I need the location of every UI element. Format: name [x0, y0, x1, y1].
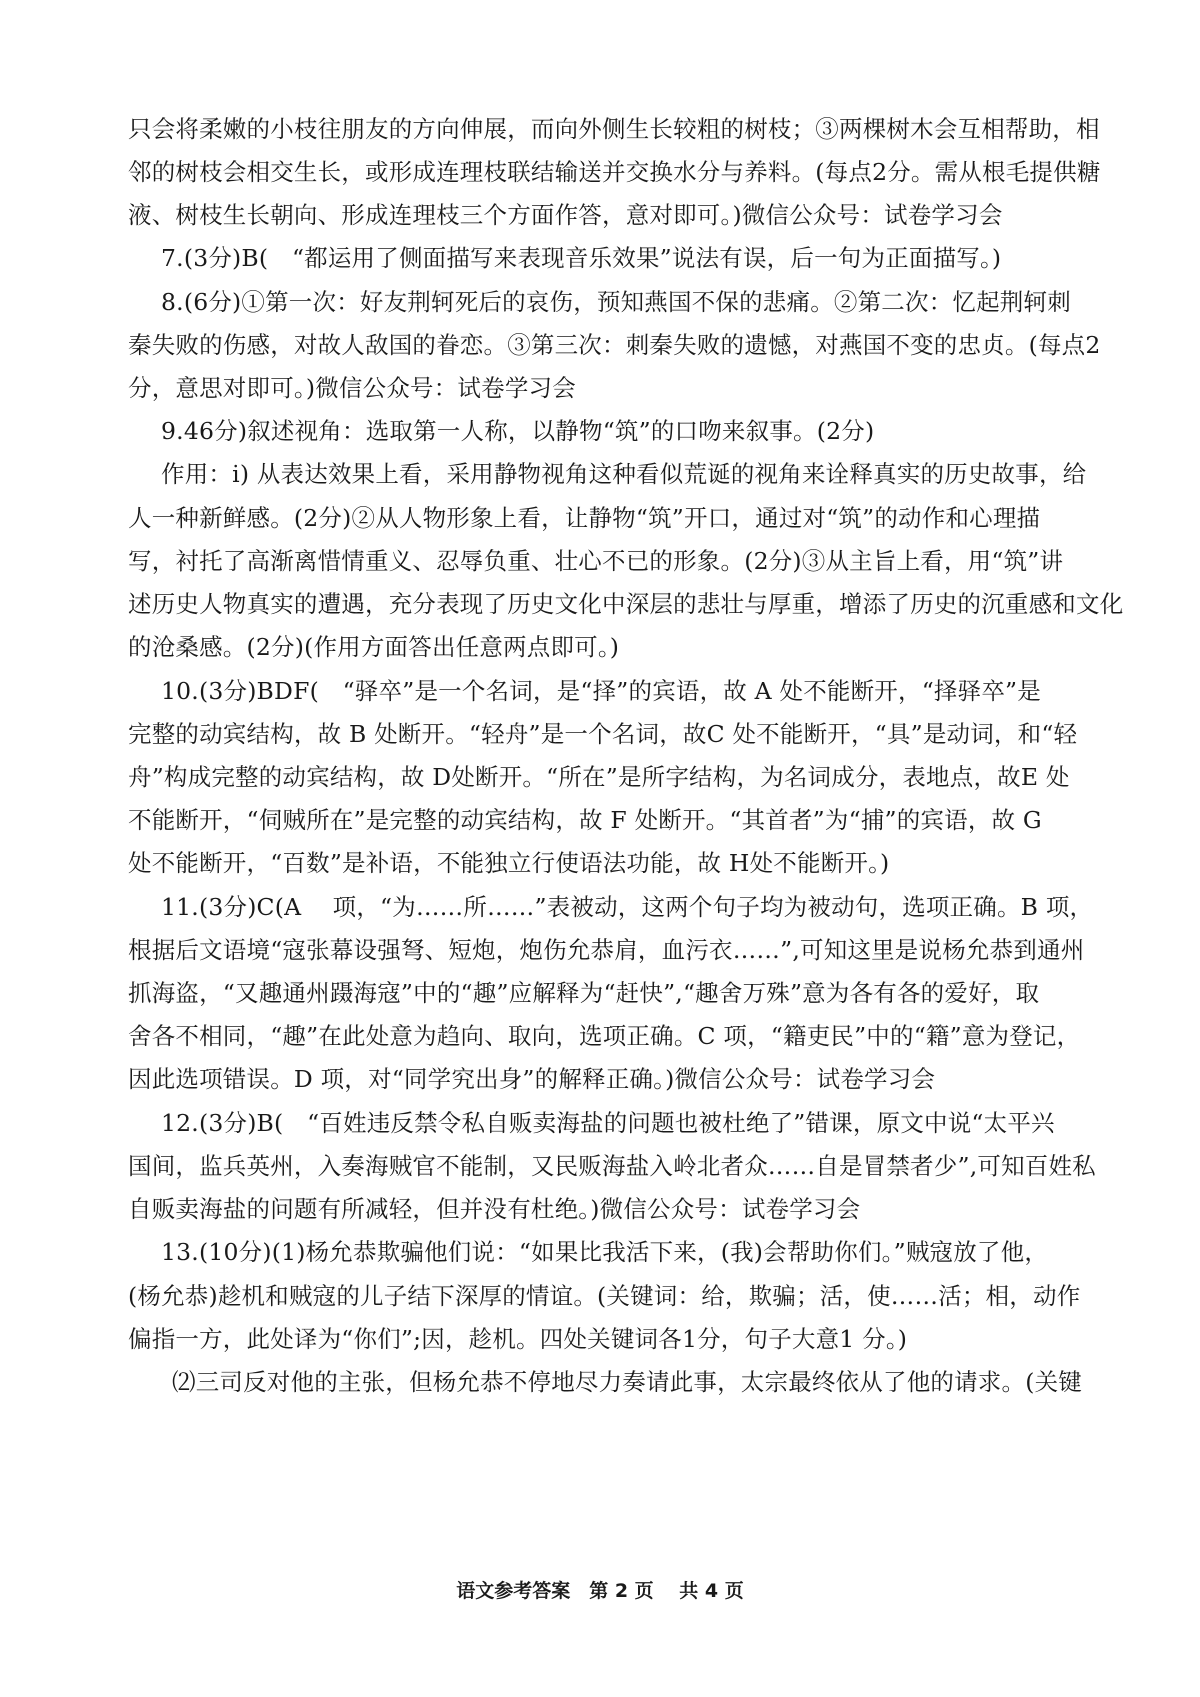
text-line: 偏指一方，此处译为“你们”;因，趁机。四处关键词各1分，句子大意1 分。)	[128, 1325, 908, 1353]
text-line: 邻的树枝会相交生长，或形成连理枝联结输送并交换水分与养料。(每点2分。需从根毛提供糖	[128, 158, 1101, 186]
text-line: 不能断开，“伺贼所在”是完整的动宾结构，故 F 处断开。“其首者”为“捕”的宾语，故 G	[128, 806, 1042, 834]
text-line: 舟”构成完整的动宾结构，故 D处断开。“所在”是所字结构，为名词成分，表地点，故E 处	[128, 763, 1070, 791]
text-line: 液、树枝生长朝向、形成连理枝三个方面作答，意对即可。)微信公众号：试卷学习会	[128, 201, 1003, 229]
text-line: 12.(3分)B( “百姓违反禁令私自贩卖海盐的问题也被杜绝了”错课，原文中说“太平兴	[161, 1109, 1055, 1137]
text-line: ⑵三司反对他的主张，但杨允恭不停地尽力奏请此事，太宗最终依从了他的请求。(关键	[172, 1368, 1082, 1396]
text-line: 抓海盗，“又趣通州蹑海寇”中的“趣”应解释为“赶快”,“趣舍万殊”意为各有各的爱好，取	[128, 979, 1040, 1007]
text-line: (杨允恭)趁机和贼寇的儿子结下深厚的情谊。(关键词：给，欺骗；活，使……活；相，动作	[128, 1282, 1081, 1310]
text-line: 国间，监兵英州，入奏海贼官不能制，又民贩海盐入岭北者众……自是冒禁者少”,可知百姓私	[128, 1152, 1096, 1180]
text-line: 秦失败的伤感，对故人敌国的眷恋。③第三次：刺秦失败的遗憾，对燕国不变的忠贞。(每点2	[128, 331, 1101, 359]
text-line: 人一种新鲜感。(2分)②从人物形象上看，让静物“筑”开口，通过对“筑”的动作和心理描	[128, 504, 1041, 532]
text-line: 11.(3分)C(A 项，“为……所……”表被动，这两个句子均为被动句，选项正确。B 项，	[161, 893, 1094, 921]
text-line: 完整的动宾结构，故 B 处断开。“轻舟”是一个名词，故C 处不能断开，“具”是动词，和“轻	[128, 720, 1078, 748]
text-line: 处不能断开，“百数”是补语，不能独立行使语法功能，故 H处不能断开。)	[128, 849, 890, 877]
text-line: 舍各不相同，“趣”在此处意为趋向、取向，选项正确。C 项，“籍吏民”中的“籍”意为登记，	[128, 1022, 1081, 1050]
text-line: 8.(6分)①第一次：好友荆轲死后的哀伤，预知燕国不保的悲痛。②第二次：忆起荆轲刺	[161, 288, 1071, 316]
text-line: 7.(3分)B( “都运用了侧面描写来表现音乐效果”说法有误，后一句为正面描写。)	[161, 244, 1002, 272]
text-line: 作用：i) 从表达效果上看，采用静物视角这种看似荒诞的视角来诠释真实的历史故事，给	[161, 460, 1087, 488]
page-footer: 语文参考答案 第 2 页 共 4 页	[456, 1580, 744, 1602]
text-line: 10.(3分)BDF( “驿卒”是一个名词，是“择”的宾语，故 A 处不能断开，“择驿卒”是	[161, 677, 1041, 705]
text-line: 9.46分)叙述视角：选取第一人称，以静物“筑”的口吻来叙事。(2分)	[161, 417, 875, 445]
text-line: 述历史人物真实的遭遇，充分表现了历史文化中深层的悲壮与厚重，增添了历史的沉重感和文化	[128, 590, 1124, 618]
text-line: 的沧桑感。(2分)(作用方面答出任意两点即可。)	[128, 633, 620, 661]
text-line: 只会将柔嫩的小枝往朋友的方向伸展，而向外侧生长较粗的树枝；③两棵树木会互相帮助，相	[128, 115, 1100, 143]
text-line: 根据后文语境“寇张幕设强弩、短炮，炮伤允恭肩，血污衣……”,可知这里是说杨允恭到通州	[128, 936, 1085, 964]
text-line: 自贩卖海盐的问题有所减轻，但并没有杜绝。)微信公众号：试卷学习会	[128, 1195, 861, 1223]
text-line: 13.(10分)(1)杨允恭欺骗他们说：“如果比我活下来，(我)会帮助你们。”贼寇放了他，	[161, 1238, 1049, 1266]
text-line: 因此选项错误。D 项，对“同学究出身”的解释正确。)微信公众号：试卷学习会	[128, 1065, 936, 1093]
text-line: 写，衬托了高渐离惜情重义、忍辱负重、壮心不已的形象。(2分)③从主旨上看，用“筑”讲	[128, 547, 1064, 575]
text-line: 分，意思对即可。)微信公众号：试卷学习会	[128, 374, 576, 402]
